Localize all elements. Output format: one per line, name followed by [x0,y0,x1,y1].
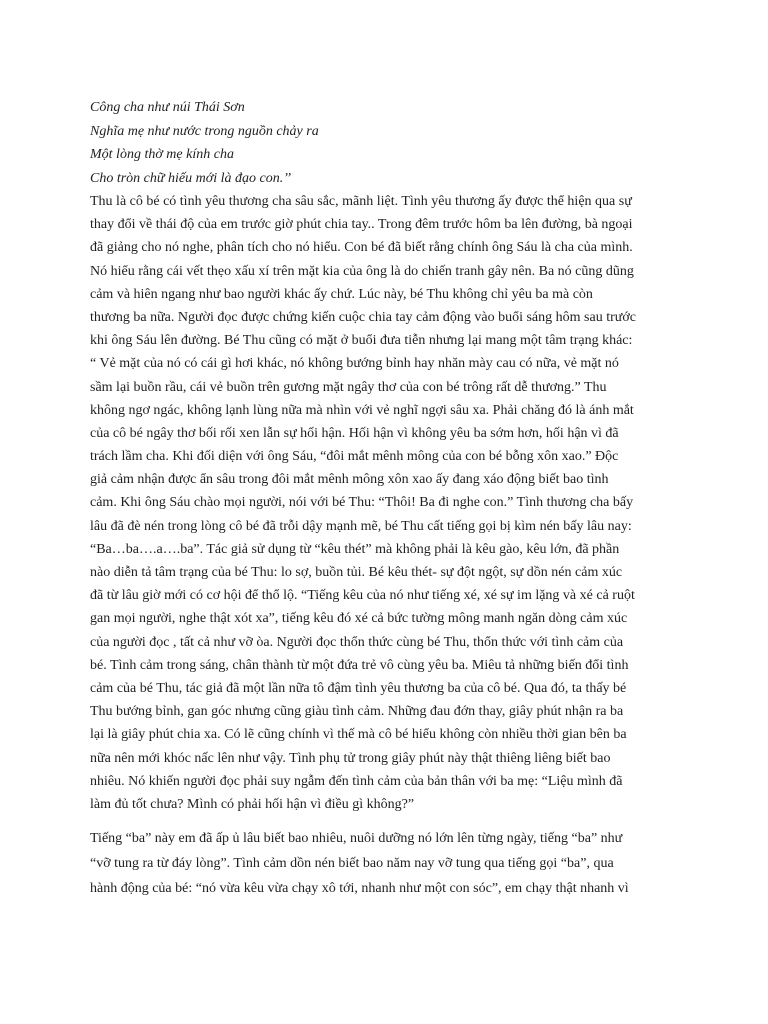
body-paragraph-1 [90,190,740,816]
poem-line: Nghĩa mẹ như nước trong nguồn chảy ra [90,123,319,139]
poem-line: Công cha như núi Thái Sơn [90,100,245,115]
text-line: thay đổi về thái độ của em trước giờ phút chia tay.. Trong đêm trước hôm ba lên đường, bà ngoại [90,217,633,233]
text-line: khi ông Sáu lên đường. Bé Thu cũng có mặt ở buổi đưa tiễn nhưng lại mang một tâm trạng khác: [90,333,633,349]
poem-quote [90,96,730,190]
text-line: trách lầm cha. Khi đối diện với ông Sáu, “đôi mắt mênh mông của con bé bỗng xôn xao.” Độc [90,449,619,465]
text-line: “Ba…ba….a….ba”. Tác giả sử dụng từ “kêu thét” mà không phải là kêu gào, kêu lớn, đã phần [90,541,620,557]
text-line: thương ba nữa. Người đọc được chứng kiến cuộc chia tay cảm động vào buổi sáng hôm sau trước [90,309,636,325]
poem-line: Một lòng thờ mẹ kính cha [90,147,234,162]
text-line: “vỡ tung ra từ đáy lòng”. Tình cảm dồn nén biết bao năm nay vỡ tung qua tiếng gọi “ba”, qua [90,856,614,871]
text-line: đã giảng cho nó nghe, phân tích cho nó hiểu. Con bé đã biết rằng chính ông Sáu là cha của mình. [90,240,633,256]
text-line: hành động của bé: “nó vừa kêu vừa chạy xô tới, nhanh như một con sóc”, em chạy thật nhanh vì [90,881,629,896]
text-line: nữa nên mới khóc nấc lên như vậy. Tình phụ tử trong giây phút này thật thiêng liêng biết bao [90,750,611,766]
text-line: “ Vẻ mặt của nó có cái gì hơi khác, nó không bướng bỉnh hay nhăn mày cau có nữa, vẻ mặt nó [90,356,619,372]
text-line: sầm lại buồn rầu, cái vẻ buồn trên gương mặt ngây thơ của con bé trông rất dễ thương.” Thu [90,379,607,395]
text-line: cảm. Khi ông Sáu chào mọi người, nói với bé Thu: “Thôi! Ba đi nghe con.” Tình thương cha bấy [90,495,634,511]
poem-line: Cho tròn chữ hiếu mới là đạo con.’’ [90,170,291,186]
text-line: đã từ lâu giờ mới có cơ hội để thổ lộ. “Tiếng kêu của nó như tiếng xé, xé sự im lặng và xé cả ruột [90,588,635,604]
text-line: nào diễn tả tâm trạng của bé Thu: lo sợ, buồn tủi. Bé kêu thét- sự đột ngột, sự dồn nén cảm xúc [90,565,623,580]
text-line: cảm và hiên ngang như bao người khác ấy chứ. Lúc này, bé Thu không chỉ yêu ba mà còn [90,286,593,302]
body-paragraph-2 [90,826,740,901]
text-line: làm đủ tốt chưa? Mình có phải hối hận vì điều gì không?” [90,796,415,812]
text-line: lâu đã đè nén trong lòng cô bé đã trỗi dậy mạnh mẽ, bé Thu cất tiếng gọi bị kìm nén bấy lâu nay: [90,518,632,534]
text-line: Thu là cô bé có tình yêu thương cha sâu sắc, mãnh liệt. Tình yêu thương ấy được thể hiện qua sự [90,194,632,209]
text-line: không ngơ ngác, không lạnh lùng nữa mà nhìn với vẻ nghĩ ngợi sâu xa. Phải chăng đó là ánh mắt [90,402,634,418]
text-line: của người đọc , tất cả như vỡ òa. Người đọc thổn thức cùng bé Thu, thổn thức với tình cảm của [90,634,624,650]
text-line: nhiêu. Nó khiến người đọc phải suy ngẫm đến tình cảm của bản thân với ba mẹ: “Liệu mình đã [90,773,623,789]
text-line: của cô bé ngây thơ bối rối xen lẫn sự hối hận. Hối hận vì không yêu ba sớm hơn, hối hận vì đã [90,425,619,441]
text-line: cảm của bé Thu, tác giả đã một lần nữa tô đậm tình yêu thương ba của cô bé. Qua đó, ta thấy bé [90,680,627,696]
text-line: lại là giây phút chia xa. Có lẽ cũng chính vì thế mà cô bé hiểu không còn nhiều thời gian bên ba [90,727,627,743]
text-line: bé. Tình cảm trong sáng, chân thành từ một đứa trẻ vô cùng yêu ba. Miêu tả những biến đổi tình [90,657,629,673]
text-line: Thu bướng bỉnh, gan góc nhưng cũng giàu tình cảm. Những đau đớn thay, giây phút nhận ra ba [90,704,624,720]
text-line: giả cảm nhận được ẩn sâu trong đôi mắt mênh mông xôn xao ấy đang xáo động biết bao tình [90,472,609,488]
text-line: gan mọi người, nghe thật xót xa”, tiếng kêu đó xé cả bức tường mông manh ngăn dòng cảm xúc [90,611,628,627]
text-line: Tiếng “ba” này em đã ấp ủ lâu biết bao nhiêu, nuôi dưỡng nó lớn lên từng ngày, tiếng “ba” như [90,831,623,846]
text-line: Nó hiểu rằng cái vết thẹo xấu xí trên mặt kia của ông là do chiến tranh gây nên. Ba nó cũng dũng [90,263,634,279]
